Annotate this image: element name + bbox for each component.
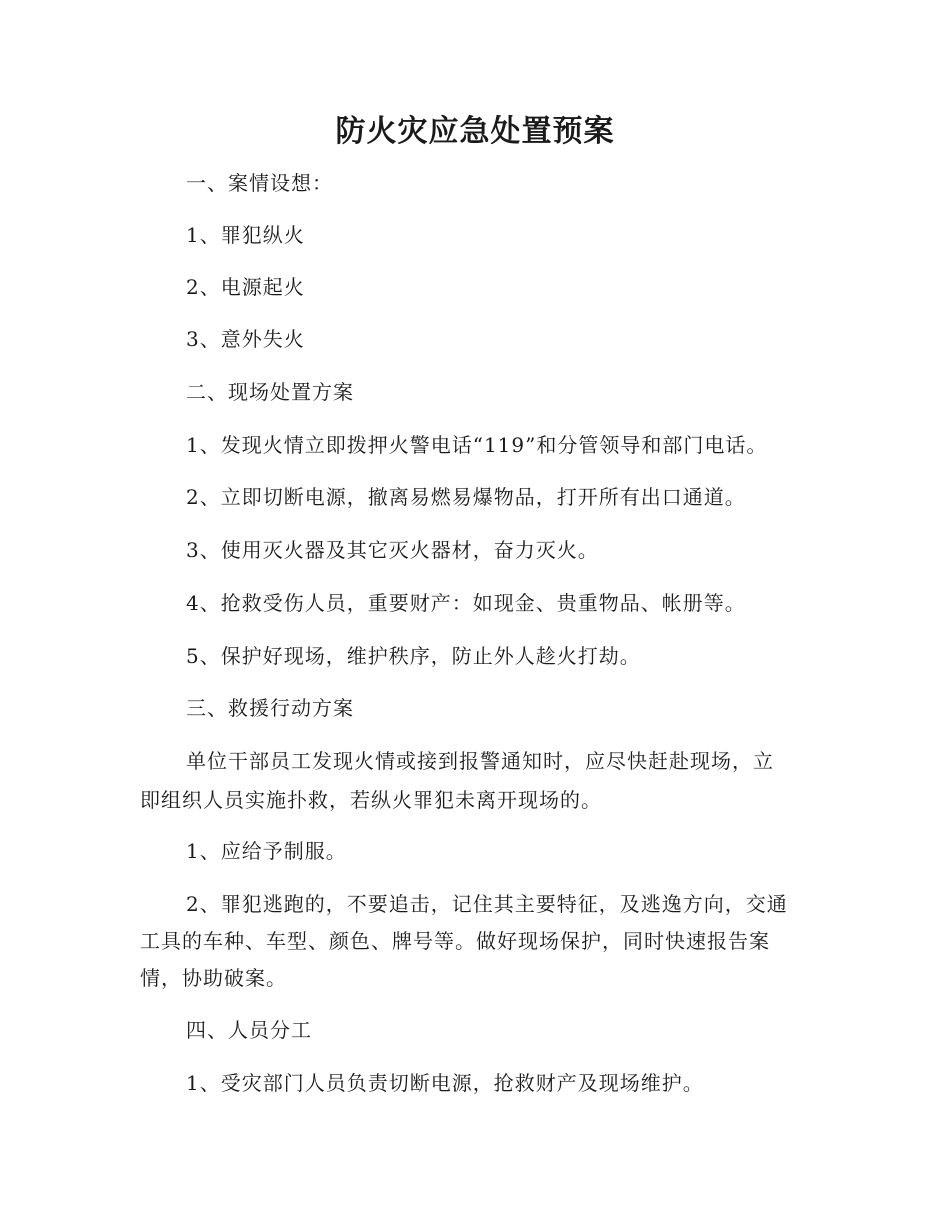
paragraph-line: 2、立即切断电源，撤离易燃易爆物品，打开所有出口通道。 bbox=[186, 485, 746, 509]
paragraph-line: 1、发现火情立即拨押火警电话“119”和分管领导和部门电话。 bbox=[186, 433, 768, 457]
paragraph-line: 5、保护好现场，维护秩序，防止外人趁火打劫。 bbox=[186, 644, 641, 668]
paragraph-line: 4、抢救受伤人员，重要财产：如现金、贵重物品、帐册等。 bbox=[186, 591, 746, 615]
paragraph-line: 单位干部员工发现火情或接到报警通知时，应尽快赶赴现场，立 bbox=[186, 749, 774, 773]
section-heading-4: 四、人员分工 bbox=[186, 1018, 312, 1042]
paragraph-line: 2、电源起火 bbox=[186, 275, 305, 299]
paragraph-line: 1、受灾部门人员负责切断电源，抢救财产及现场维护。 bbox=[186, 1071, 704, 1095]
section-heading-1: 一、案情设想： bbox=[186, 171, 333, 195]
paragraph-line: 1、罪犯纵火 bbox=[186, 223, 305, 247]
paragraph-line: 2、罪犯逃跑的，不要追击，记住其主要特征，及逃逸方向，交通 bbox=[186, 892, 788, 916]
paragraph-line: 工具的车种、车型、颜色、牌号等。做好现场保护，同时快速报告案 bbox=[140, 929, 770, 953]
paragraph-line: 3、意外失火 bbox=[186, 327, 305, 351]
paragraph-line: 情，协助破案。 bbox=[140, 966, 287, 990]
paragraph-line: 3、使用灭火器及其它灭火器材，奋力灭火。 bbox=[186, 538, 599, 562]
section-heading-3: 三、救援行动方案 bbox=[186, 696, 354, 720]
section-heading-2: 二、现场处置方案 bbox=[186, 380, 354, 404]
paragraph-line: 1、应给予制服。 bbox=[186, 839, 347, 863]
paragraph-line: 即组织人员实施扑救，若纵火罪犯未离开现场的。 bbox=[140, 788, 602, 812]
document-title: 防火灾应急处置预案 bbox=[335, 114, 615, 149]
